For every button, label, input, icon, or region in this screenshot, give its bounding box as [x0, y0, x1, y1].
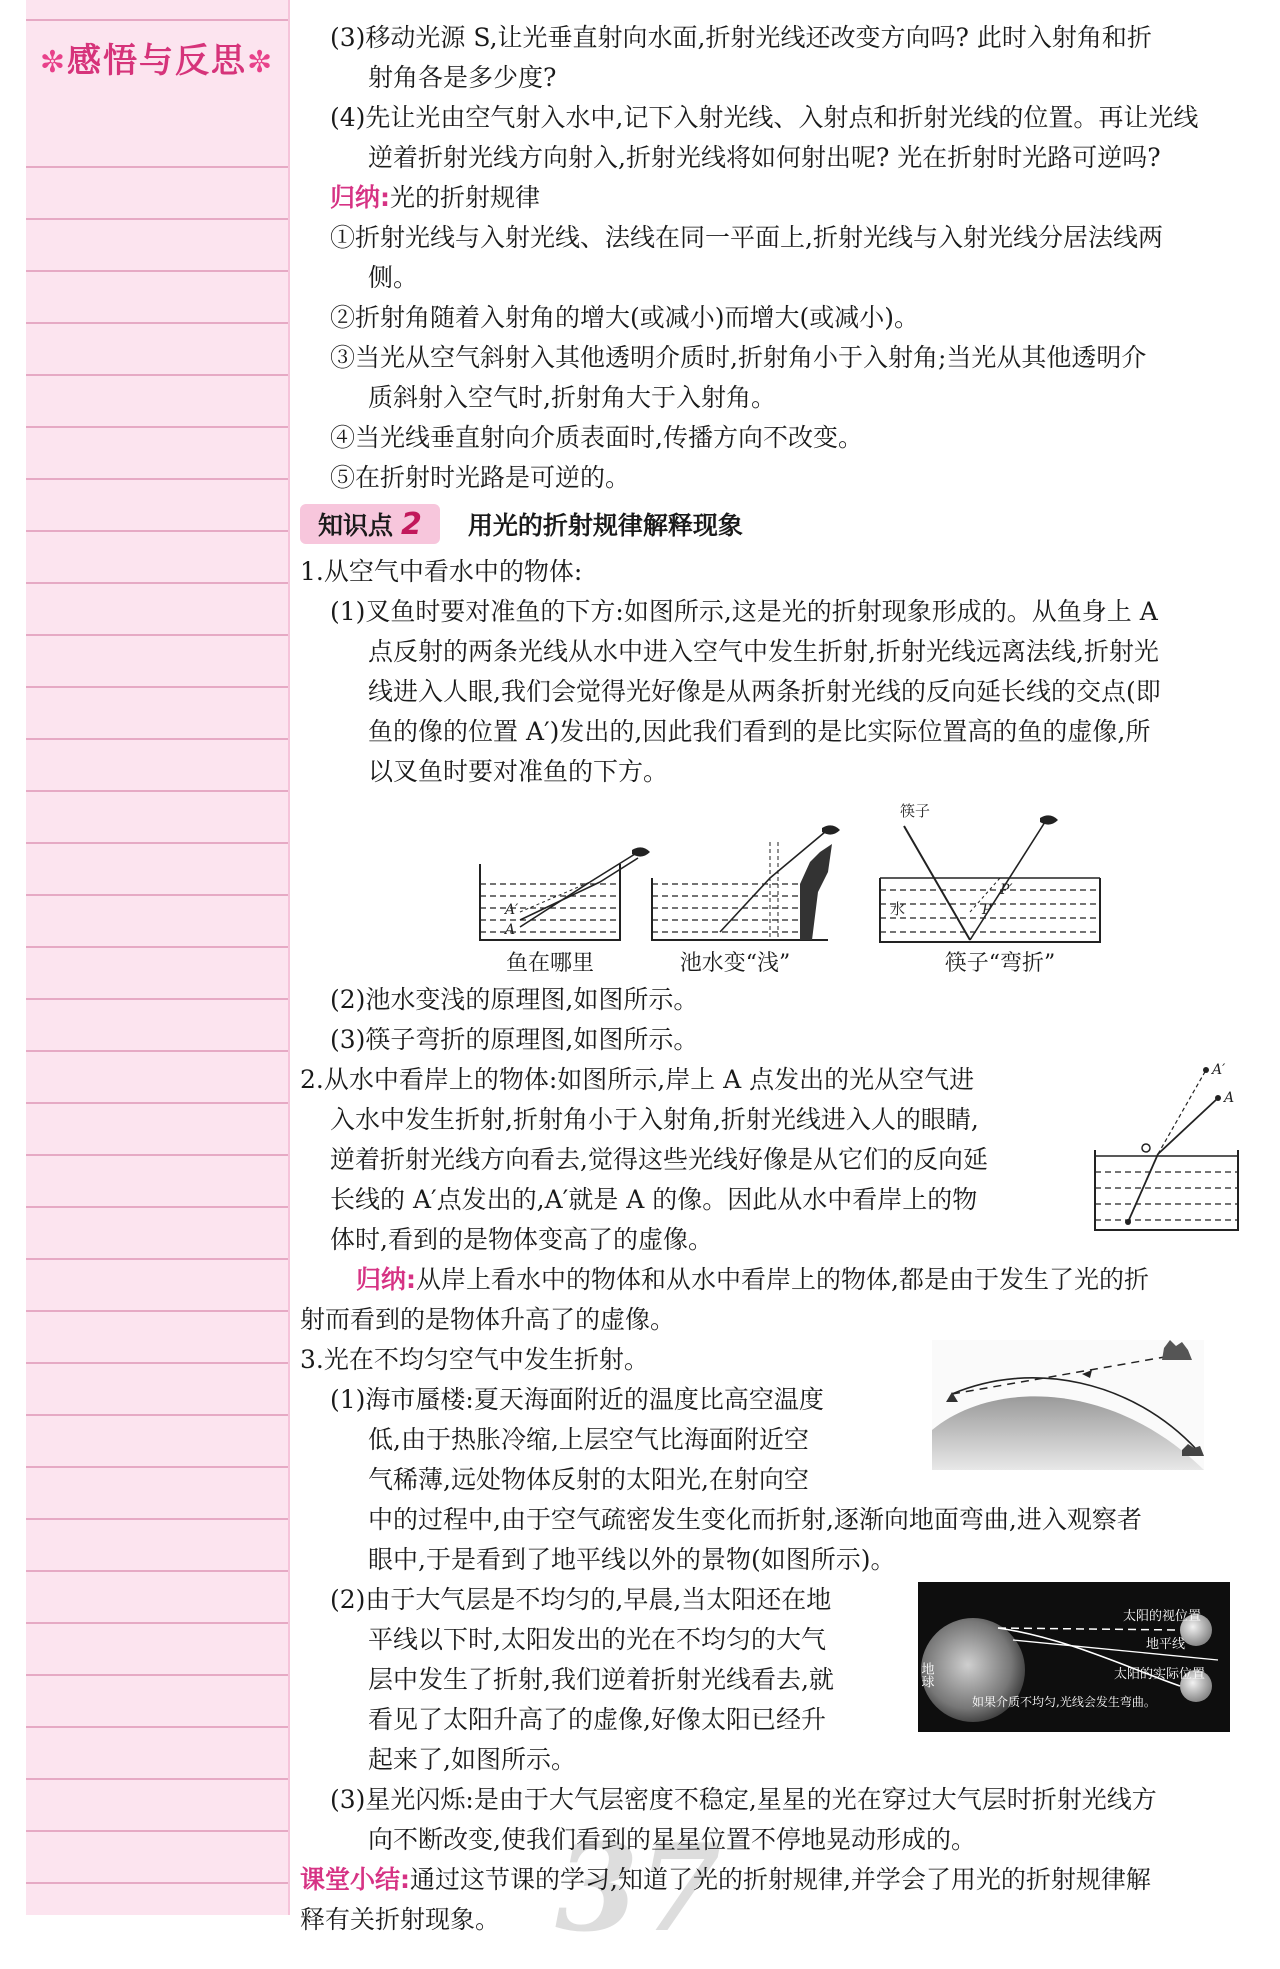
rule-line: ④当光线垂直射向介质表面时,传播方向不改变。	[330, 423, 863, 452]
refraction-figures	[300, 792, 1250, 980]
text-line: 向不断改变,使我们看到的星星位置不停地晃动形成的。	[368, 1825, 976, 1854]
text-line: 射而看到的是物体升高了的虚像。	[300, 1305, 676, 1334]
a-prime-label: A′	[505, 902, 519, 918]
summary-line	[300, 178, 1250, 218]
text-line: 线进入人眼,我们会觉得光好像是从两条折射光线的反向延长线的交点(即	[368, 677, 1161, 706]
rule-line: ⑤在折射时光路是可逆的。	[330, 463, 631, 492]
rule-line: ②折射角随着入射角的增大(或减小)而增大(或减小)。	[330, 303, 920, 332]
figure-caption: 筷子“弯折”	[944, 951, 1056, 976]
knowledge-point-title: 用光的折射规律解释现象	[467, 511, 743, 540]
text-line: (3)移动光源 S,让光垂直射向水面,折射光线还改变方向吗? 此时入射角和折	[330, 23, 1152, 52]
fish-diagram	[480, 847, 650, 940]
apparent-position-label: 太阳的视位置	[1123, 1609, 1202, 1624]
horizon-label: 地平线	[1146, 1637, 1186, 1652]
text-line: 层中发生了折射,我们逆着折射光线看去,就	[368, 1665, 834, 1694]
text-line: 逆着折射光线方向看去,觉得这些光线好像是从它们的反向延	[330, 1145, 988, 1174]
text-line: (1)海市蜃楼:夏天海面附近的温度比高空温度	[330, 1385, 824, 1414]
knowledge-tag-text: 知识点	[318, 511, 394, 540]
actual-position-label: 太阳的实际位置	[1114, 1667, 1206, 1682]
section-3	[300, 1340, 1250, 1860]
reflection-sidebar	[26, 0, 290, 1915]
summary-text: 从岸上看水中的物体和从水中看岸上的物体,都是由于发生了光的折	[416, 1265, 1149, 1294]
flower-icon: ✼	[247, 45, 275, 80]
text-line: 中的过程中,由于空气疏密发生变化而折射,逐渐向地面弯曲,进入观察者	[368, 1505, 1142, 1534]
summary-label: 归纳:	[330, 183, 390, 212]
a-label: A	[505, 922, 516, 938]
page-number: 37	[555, 1818, 722, 1959]
flower-icon: ✼	[39, 45, 67, 80]
text-line: 2.从水中看岸上的物体:如图所示,岸上 A 点发出的光从空气进	[300, 1065, 975, 1094]
knowledge-number: 2	[401, 507, 422, 542]
refraction-note: 如果介质不均匀,光线会发生弯曲。	[972, 1695, 1156, 1709]
shore-object-diagram	[1090, 1060, 1240, 1240]
a-prime-label: A′	[1212, 1062, 1226, 1078]
chopstick-diagram	[880, 802, 1100, 942]
sidebar-title-text: 感悟与反思	[67, 41, 247, 81]
text-line: 眼中,于是看到了地平线以外的景物(如图所示)。	[368, 1545, 896, 1574]
text-line: 释有关折射现象。	[300, 1905, 501, 1934]
mirage-illustration	[932, 1340, 1204, 1470]
text-line: 逆着折射光线方向射入,折射光线将如何射出呢? 光在折射时光路可逆吗?	[368, 143, 1161, 172]
text-line: (1)叉鱼时要对准鱼的下方:如图所示,这是光的折射现象形成的。从鱼身上 A	[330, 597, 1158, 626]
section-heading: 1.从空气中看水中的物体:	[300, 557, 583, 586]
text-line: 点反射的两条光线从水中进入空气中发生折射,折射光线远离法线,折射光	[368, 637, 1159, 666]
text-line: 入水中发生折射,折射角小于入射角,折射光线进入人的眼睛,	[330, 1105, 979, 1134]
text-line: 鱼的像的位置 A′)发出的,因此我们看到的是比实际位置高的鱼的虚像,所	[368, 717, 1151, 746]
figure-caption: 池水变“浅”	[679, 951, 791, 976]
text-line: 射角各是多少度?	[368, 63, 557, 92]
sidebar-title	[26, 26, 288, 96]
text-line: (2)池水变浅的原理图,如图所示。	[330, 985, 699, 1014]
section-2	[300, 1060, 1250, 1260]
summary-label: 归纳:	[356, 1265, 416, 1294]
text-line: 以叉鱼时要对准鱼的下方。	[368, 757, 669, 786]
text-line: (2)由于大气层是不均匀的,早晨,当太阳还在地	[330, 1585, 832, 1614]
chopstick-label: 筷子	[900, 802, 931, 820]
knowledge-point-header	[300, 502, 1250, 546]
summary-line	[300, 1260, 1250, 1300]
text-line: 起来了,如图所示。	[368, 1745, 576, 1774]
figure-caption: 鱼在哪里	[505, 951, 594, 976]
pool-diagram	[652, 825, 840, 940]
earth-label: 地球	[918, 1662, 934, 1688]
rule-line: ③当光从空气斜射入其他透明介质时,折射角小于入射角;当光从其他透明介	[330, 343, 1147, 372]
p-prime-label: P′	[1000, 882, 1013, 898]
text-line: (3)星光闪烁:是由于大气层密度不稳定,星星的光在穿过大气层时折射光线方	[330, 1785, 1157, 1814]
a-label: A	[1224, 1090, 1235, 1106]
class-summary-label: 课堂小结:	[300, 1865, 410, 1894]
text-line: 低,由于热胀冷缩,上层空气比海面附近空	[368, 1425, 809, 1454]
text-line: 体时,看到的是物体变高了的虚像。	[330, 1225, 713, 1254]
text-line: (4)先让光由空气射入水中,记下入射光线、入射点和折射光线的位置。再让光线	[330, 103, 1199, 132]
text-line: (3)筷子弯折的原理图,如图所示。	[330, 1025, 699, 1054]
text-line: 看见了太阳升高了的虚像,好像太阳已经升	[368, 1705, 826, 1734]
class-summary-text: 通过这节课的学习,知道了光的折射规律,并学会了用光的折射规律解	[410, 1865, 1151, 1894]
rule-line: 质斜射入空气时,折射角大于入射角。	[368, 383, 776, 412]
section-heading: 3.光在不均匀空气中发生折射。	[300, 1345, 649, 1374]
main-content	[300, 18, 1250, 1940]
water-label: 水	[890, 900, 906, 918]
rule-line: ①折射光线与入射光线、法线在同一平面上,折射光线与入射光线分居法线两	[330, 223, 1163, 252]
summary-text: 光的折射规律	[390, 183, 541, 212]
p-label: P	[982, 902, 992, 918]
text-line: 气稀薄,远处物体反射的太阳光,在射向空	[368, 1465, 809, 1494]
text-line: 平线以下时,太阳发出的光在不均匀的大气	[368, 1625, 826, 1654]
knowledge-point-tag	[300, 504, 440, 544]
rule-line: 侧。	[368, 263, 419, 292]
sunrise-refraction-illustration	[918, 1582, 1230, 1732]
text-line: 长线的 A′点发出的,A′就是 A 的像。因此从水中看岸上的物	[330, 1185, 978, 1214]
class-summary	[300, 1860, 1250, 1900]
